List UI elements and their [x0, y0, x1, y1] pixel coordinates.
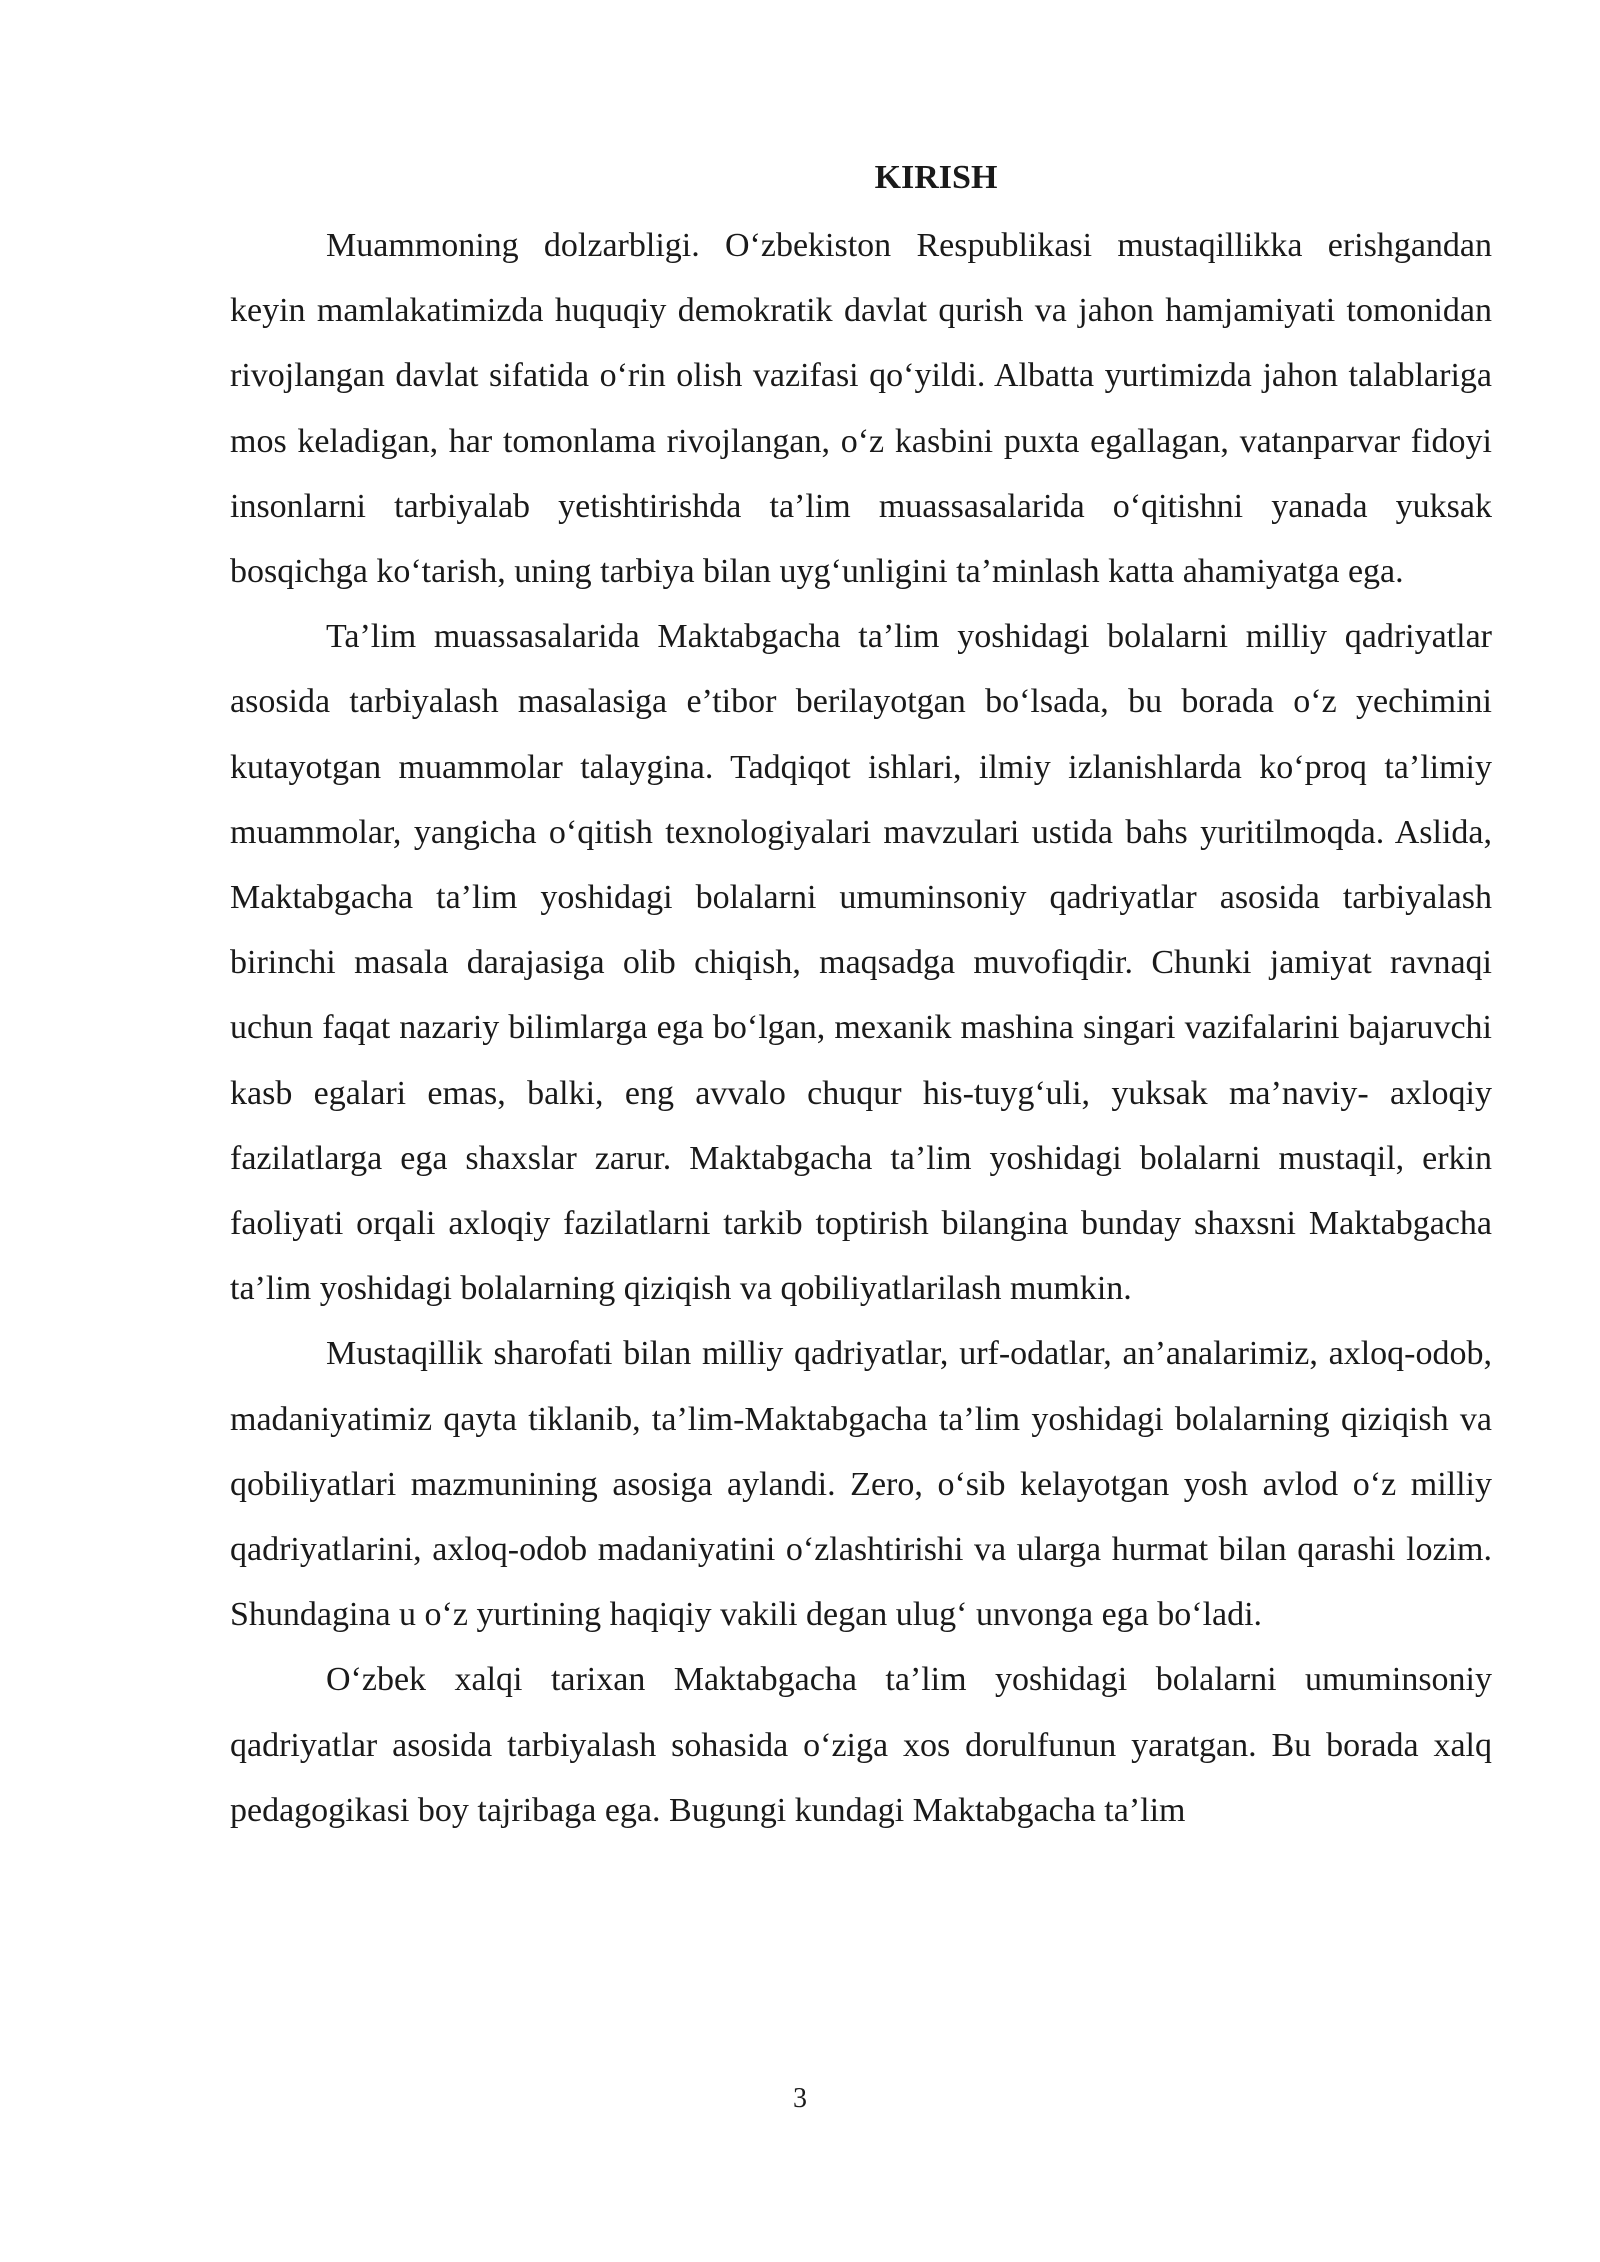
paragraph-education-institutions: Ta’lim muassasalarida Maktabgacha ta’lim yoshidagi bolalarni milliy qadriyatlar asosida tarbiyalash masalasiga e’tibor berilayotgan bo‘lsada, bu borada o‘z yechimini kutayotgan muammolar talaygina. Tadqiqot ishlari, ilmiy izlanishlarda ko‘proq ta’limiy muammolar, yangicha o‘qitish texnologiyalari mavzulari ustida bahs yuritilmoqda. Aslida, Maktabgacha ta’lim yoshidagi bolalarni umuminsoniy qadriyatlar asosida tarbiyalash birinchi masala darajasiga olib chiqish, maqsadga muvofiqdir. Chunki jamiyat ravnaqi uchun faqat nazariy bilimlarga ega bo‘lgan, mexanik mashina singari vazifalarini bajaruvchi kasb egalari emas, balki, eng avvalo chuqur his-tuyg‘uli, yuksak ma’naviy- axloqiy fazilatlarga ega shaxslar zarur. Maktabgacha ta’lim yoshidagi bolalarni mustaqil, erkin faoliyati orqali axloqiy fazilatlarni tarkib toptirish bilangina bunday shaxsni Maktabgacha ta’lim yoshidagi bolalarning qiziqish va qobiliyatlarilash mumkin.	[230, 618, 1492, 1308]
page-number: 3	[793, 2083, 807, 2114]
section-title: KIRISH	[874, 159, 998, 196]
paragraph-relevance: Muammoning dolzarbligi. O‘zbekiston Respublikasi mustaqillikka erishgandan keyin mamlakatimizda huquqiy demokratik davlat qurish va jahon hamjamiyati tomonidan rivojlangan davlat sifatida o‘rin olish vazifasi qo‘yildi. Albatta yurtimizda jahon talablariga mos keladigan, har tomonlama rivojlangan, o‘z kasbini puxta egallagan, vatanparvar fidoyi insonlarni tarbiyalab yetishtirishda ta’lim muassasalarida o‘qitishni yanada yuksak bosqichga ko‘tarish, uning tarbiya bilan uyg‘unligini ta’minlash katta ahamiyatga ega.	[230, 227, 1492, 591]
paragraph-independence: Mustaqillik sharofati bilan milliy qadriyatlar, urf-odatlar, an’analarimiz, axloq-odob, madaniyatimiz qayta tiklanib, ta’lim-Maktabgacha ta’lim yoshidagi bolalarning qiziqish va qobiliyatlari mazmunining asosiga aylandi. Zero, o‘sib kelayotgan yosh avlod o‘z milliy qadriyatlarini, axloq-odob madaniyatini o‘zlashtirishi va ularga hurmat bilan qarashi lozim. Shundagina u o‘z yurtining haqiqiy vakili degan ulug‘ unvonga ega bo‘ladi.	[230, 1335, 1492, 1634]
paragraph-uzbek-people: O‘zbek xalqi tarixan Maktabgacha ta’lim yoshidagi bolalarni umuminsoniy qadriyatlar asosida tarbiyalash sohasida o‘ziga xos dorulfunun yaratgan. Bu borada xalq pedagogikasi boy tajribaga ega. Bugungi kundagi Maktabgacha ta’lim	[230, 1661, 1492, 1829]
document-body	[230, 148, 1492, 1843]
